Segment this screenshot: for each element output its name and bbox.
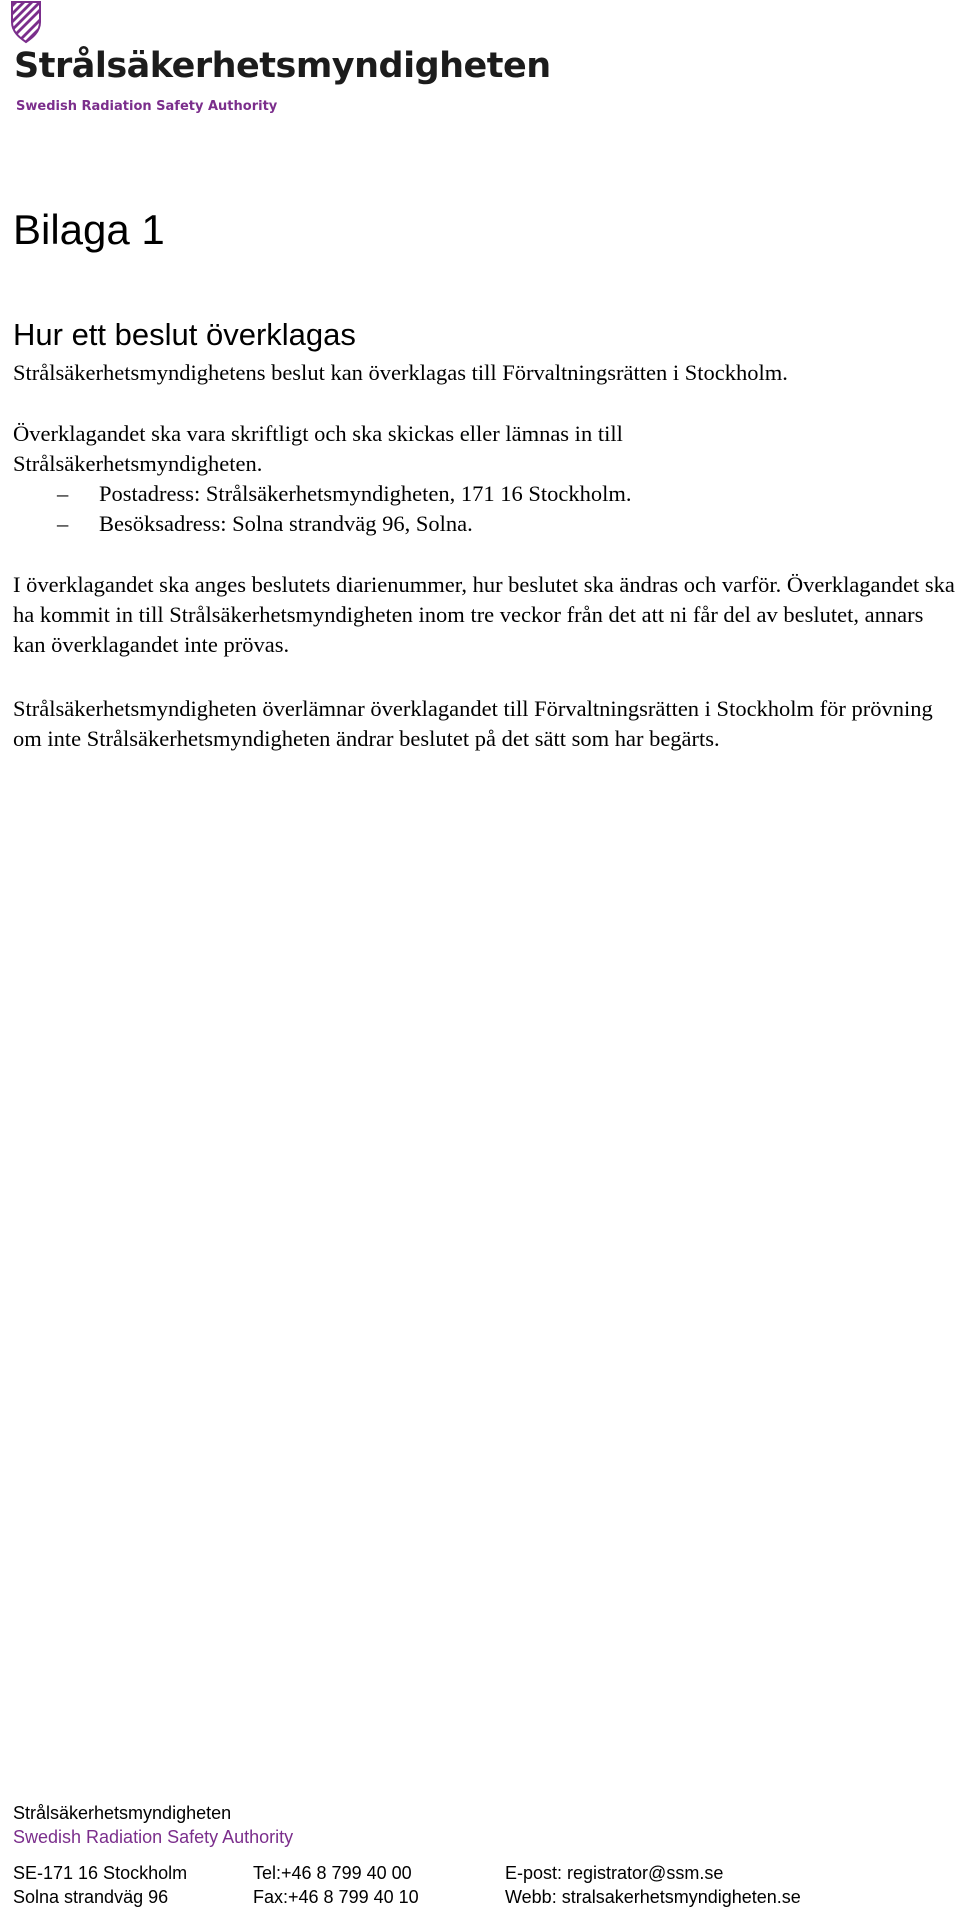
paragraph-forwarding: Strålsäkerhetsmyndigheten överlämnar överklagandet till Förvaltningsrätten i Stockholm för prövning om inte Strålsäkerhetsmyndigheten ändrar beslutet på det sätt som har begärts. — [13, 696, 933, 751]
section-heading: Hur ett beslut överklagas — [13, 317, 356, 352]
shield-stripes-icon — [10, 0, 42, 44]
page-title: Bilaga 1 — [13, 206, 165, 253]
paragraph-written-appeal-line-1: Överklagandet ska vara skriftligt och ska skickas eller lämnas in till — [13, 421, 623, 446]
logo-wordmark: Strålsäkerhetsmyndigheten — [14, 46, 551, 86]
footer-org-name-en: Swedish Radiation Safety Authority — [13, 1827, 294, 1847]
footer-street-address: Solna strandväg 96 — [13, 1887, 169, 1907]
footer-fax: Fax:+46 8 799 40 10 — [253, 1887, 419, 1907]
list-dash: – — [57, 481, 69, 506]
agency-logo — [10, 0, 570, 125]
logo-tagline: Swedish Radiation Safety Authority — [16, 99, 278, 114]
footer-org-name: Strålsäkerhetsmyndigheten — [13, 1803, 232, 1823]
footer-postal-address: SE-171 16 Stockholm — [13, 1863, 188, 1883]
footer-email: E-post: registrator@ssm.se — [505, 1863, 724, 1883]
paragraph-appeal-contents: I överklagandet ska anges beslutets diarienummer, hur beslutet ska ändras och varför. Överklagandet ska ha kommit in till Strålsäkerhetsmyndigheten inom tre veckor från det att ni får del av beslutet, annars kan överklagandet inte prövas. — [13, 572, 955, 657]
list-dash: – — [57, 511, 69, 536]
paragraph-appeal-court: Strålsäkerhetsmyndighetens beslut kan överklagas till Förvaltningsrätten i Stockholm. — [13, 360, 788, 385]
list-item-text: Postadress: Strålsäkerhetsmyndigheten, 171 16 Stockholm. — [99, 481, 632, 506]
list-item-text: Besöksadress: Solna strandväg 96, Solna. — [99, 511, 473, 536]
footer-website: Webb: stralsakerhetsmyndigheten.se — [505, 1887, 801, 1907]
paragraph-written-appeal-line-2: Strålsäkerhetsmyndigheten. — [13, 451, 263, 476]
footer-phone: Tel:+46 8 799 40 00 — [253, 1863, 412, 1883]
